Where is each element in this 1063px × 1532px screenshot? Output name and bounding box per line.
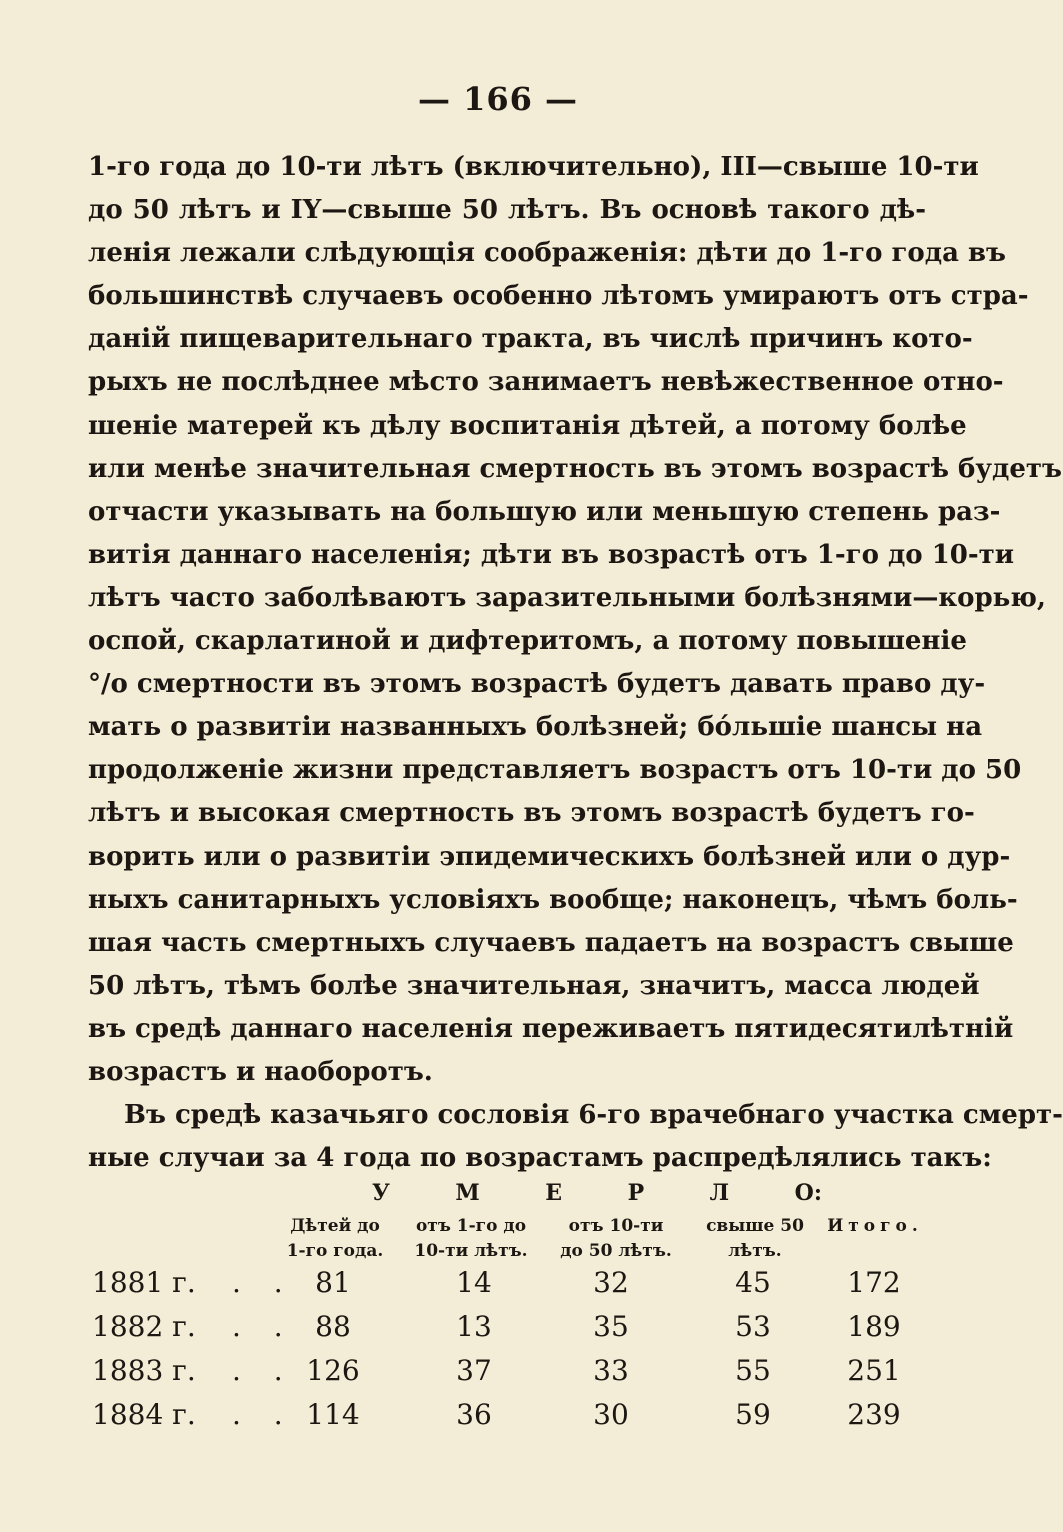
cell-10-50: 35 <box>593 1310 629 1343</box>
column-header-line: отъ 10-ти <box>568 1216 664 1236</box>
umerlo-letter: Е <box>545 1180 563 1206</box>
cell-1-10: 14 <box>456 1266 492 1299</box>
cell-over-50: 55 <box>735 1354 771 1387</box>
umerlo-letter: Л <box>709 1180 730 1206</box>
column-header-10-50 <box>556 1214 676 1264</box>
cell-1-10: 13 <box>456 1310 492 1343</box>
cell-10-50: 33 <box>593 1354 629 1387</box>
text-line: 1-го года до 10-ти лѣтъ (включительно), III—свыше 10-ти <box>88 152 979 182</box>
column-header-line: 1-го года. <box>286 1241 384 1261</box>
column-header-line: 10-ти лѣтъ. <box>414 1241 528 1261</box>
text-line: 50 лѣтъ, тѣмъ болѣе значительная, значитъ, масса людей <box>88 970 980 1001</box>
cell-total: 189 <box>847 1310 901 1343</box>
text-line: шая часть смертныхъ случаевъ падаетъ на возрастъ свыше <box>88 927 1014 958</box>
cell-10-50: 30 <box>593 1398 629 1431</box>
text-line: лѣтъ и высокая смертность въ этомъ возрастѣ будетъ го- <box>88 798 975 829</box>
umerlo-heading <box>372 1180 822 1206</box>
page-number: — 166 — <box>417 80 579 118</box>
row-year: 1881 г. <box>92 1266 196 1299</box>
text-line: °/о смертности въ этомъ возрастѣ будетъ давать право ду- <box>88 669 986 700</box>
row-dots: . . <box>232 1310 295 1343</box>
cell-total: 251 <box>847 1354 901 1387</box>
umerlo-letter: Р <box>627 1180 645 1206</box>
cell-over-50: 53 <box>735 1310 771 1343</box>
text-line: ленія лежали слѣдующія соображенія: дѣти до 1-го года въ <box>88 238 1006 269</box>
text-line: мать о развитіи названныхъ болѣзней; бо́льшіе шансы на <box>88 712 983 743</box>
column-header-line: Итого. <box>827 1216 923 1236</box>
column-header-line: отъ 1-го до <box>415 1216 527 1236</box>
row-dots: . . <box>232 1354 295 1387</box>
cell-10-50: 32 <box>593 1266 629 1299</box>
text-line: шеніе матерей къ дѣлу воспитанія дѣтей, а потому болѣе <box>88 410 967 441</box>
text-line: продолженіе жизни представляетъ возрастъ отъ 10-ти до 50 <box>88 755 1022 786</box>
cell-over-50: 45 <box>735 1266 771 1299</box>
body-text <box>88 146 1063 1180</box>
column-header-line: до 50 лѣтъ. <box>560 1241 672 1261</box>
text-line: Въ средѣ казачьяго сословія 6-го врачебнаго участка смерт- <box>124 1100 1063 1131</box>
column-header-total <box>820 1214 930 1239</box>
umerlo-letter: О: <box>794 1180 822 1206</box>
text-line: оспой, скарлатиной и дифтеритомъ, а потому повышеніе <box>88 626 967 657</box>
text-line: въ средѣ даннаго населенія переживаетъ пятидесятилѣтній <box>88 1013 1014 1044</box>
text-line: отчасти указывать на большую или меньшую степень раз- <box>88 496 1001 527</box>
text-line: большинствѣ случаевъ особенно лѣтомъ умираютъ отъ стра- <box>88 281 1029 312</box>
column-header-over-50 <box>700 1214 810 1264</box>
cell-1-10: 36 <box>456 1398 492 1431</box>
cell-1-10: 37 <box>456 1354 492 1387</box>
cell-total: 172 <box>847 1266 901 1299</box>
text-line: даній пищеварительнаго тракта, въ числѣ причинъ кото- <box>88 324 973 355</box>
cell-over-50: 59 <box>735 1398 771 1431</box>
column-header-line: свыше 50 <box>706 1216 804 1236</box>
cell-infants: 88 <box>315 1310 351 1343</box>
text-line: ныхъ санитарныхъ условіяхъ вообще; наконецъ, чѣмъ боль- <box>88 884 1018 915</box>
text-line: или менѣе значительная смертность въ этомъ возрастѣ будетъ <box>88 453 1062 484</box>
cell-infants: 114 <box>306 1398 360 1431</box>
umerlo-letter: У <box>372 1180 390 1206</box>
text-line: возрастъ и наоборотъ. <box>88 1056 433 1087</box>
text-line: витія даннаго населенія; дѣти въ возрастѣ отъ 1-го до 10-ти <box>88 539 1015 570</box>
cell-total: 239 <box>847 1398 901 1431</box>
row-year: 1883 г. <box>92 1354 196 1387</box>
row-year: 1882 г. <box>92 1310 196 1343</box>
text-line: рыхъ не послѣднее мѣсто занимаетъ невѣжественное отно- <box>88 367 1004 398</box>
row-year: 1884 г. <box>92 1398 196 1431</box>
row-dots: . . <box>232 1398 295 1431</box>
column-header-line: лѣтъ. <box>728 1241 782 1261</box>
text-line: ные случаи за 4 года по возрастамъ распредѣлялись такъ: <box>88 1143 992 1174</box>
text-line: лѣтъ часто заболѣваютъ заразительными болѣзнями—корью, <box>88 582 1046 613</box>
umerlo-letter: М <box>455 1180 480 1206</box>
row-dots: . . <box>232 1266 295 1299</box>
text-line: до 50 лѣтъ и IY—свыше 50 лѣтъ. Въ основѣ такого дѣ- <box>88 195 926 226</box>
cell-infants: 126 <box>306 1354 360 1387</box>
column-header-1-10 <box>406 1214 536 1264</box>
cell-infants: 81 <box>315 1266 351 1299</box>
text-line: ворить или о развитіи эпидемическихъ болѣзней или о дур- <box>88 841 1011 872</box>
column-header-line: Дѣтей до <box>290 1216 380 1236</box>
column-header-infants <box>280 1214 390 1264</box>
